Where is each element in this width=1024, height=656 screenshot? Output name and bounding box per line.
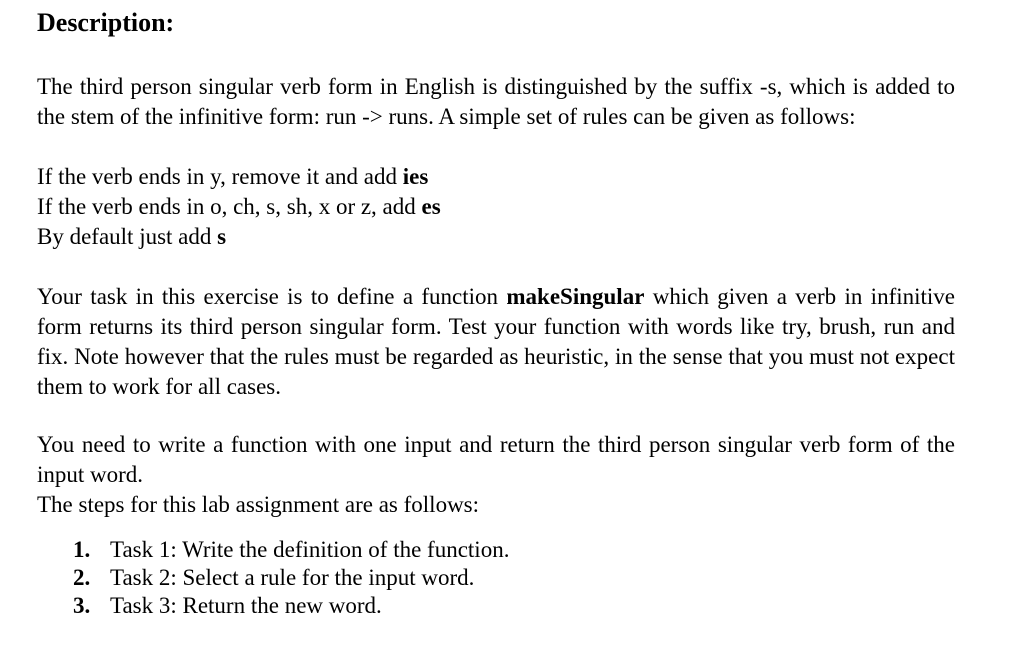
rule-y <box>37 162 955 192</box>
rule-suffix: s <box>217 224 227 249</box>
rule-text: By default just add <box>37 224 218 249</box>
write-paragraph: You need to write a function with one input and return the third person singular verb form of the input word. <box>37 432 955 487</box>
list-item <box>73 592 955 620</box>
step-number: 1. <box>73 537 91 562</box>
task-text-after: which given a verb in infinitive form returns its third person singular form. Test your function with words like try, brush, run and fix. Note however that the rules must be regarded as heuristic, in the sense that you must not expect them to work for all cases. <box>37 284 956 399</box>
step-number: 3. <box>73 593 91 618</box>
steps-intro: The steps for this lab assignment are as follows: <box>37 492 480 517</box>
steps-list <box>37 536 955 620</box>
function-name: makeSingular <box>506 284 645 309</box>
step-number: 2. <box>73 565 91 590</box>
rule-default <box>37 222 955 252</box>
step-text: Task 3: Return the new word. <box>110 593 382 618</box>
rules-list <box>37 162 955 252</box>
list-item <box>73 536 955 564</box>
rule-suffix: es <box>421 194 441 219</box>
rule-text: If the verb ends in y, remove it and add <box>37 164 403 189</box>
list-item <box>73 564 955 592</box>
task-text-before: Your task in this exercise is to define a function <box>37 284 507 309</box>
description-heading: Description: <box>37 8 175 37</box>
document-page <box>37 0 955 620</box>
rule-suffix: ies <box>402 164 429 189</box>
rule-es <box>37 192 955 222</box>
step-text: Task 1: Write the definition of the function. <box>110 537 510 562</box>
intro-paragraph: The third person singular verb form in English is distinguished by the suffix -s, which is added to the stem of the infinitive form: run -> runs. A simple set of rules can be given as follows: <box>37 74 955 129</box>
step-text: Task 2: Select a rule for the input word. <box>110 565 475 590</box>
rule-text: If the verb ends in o, ch, s, sh, x or z, add <box>37 194 422 219</box>
task-paragraph <box>37 282 955 402</box>
